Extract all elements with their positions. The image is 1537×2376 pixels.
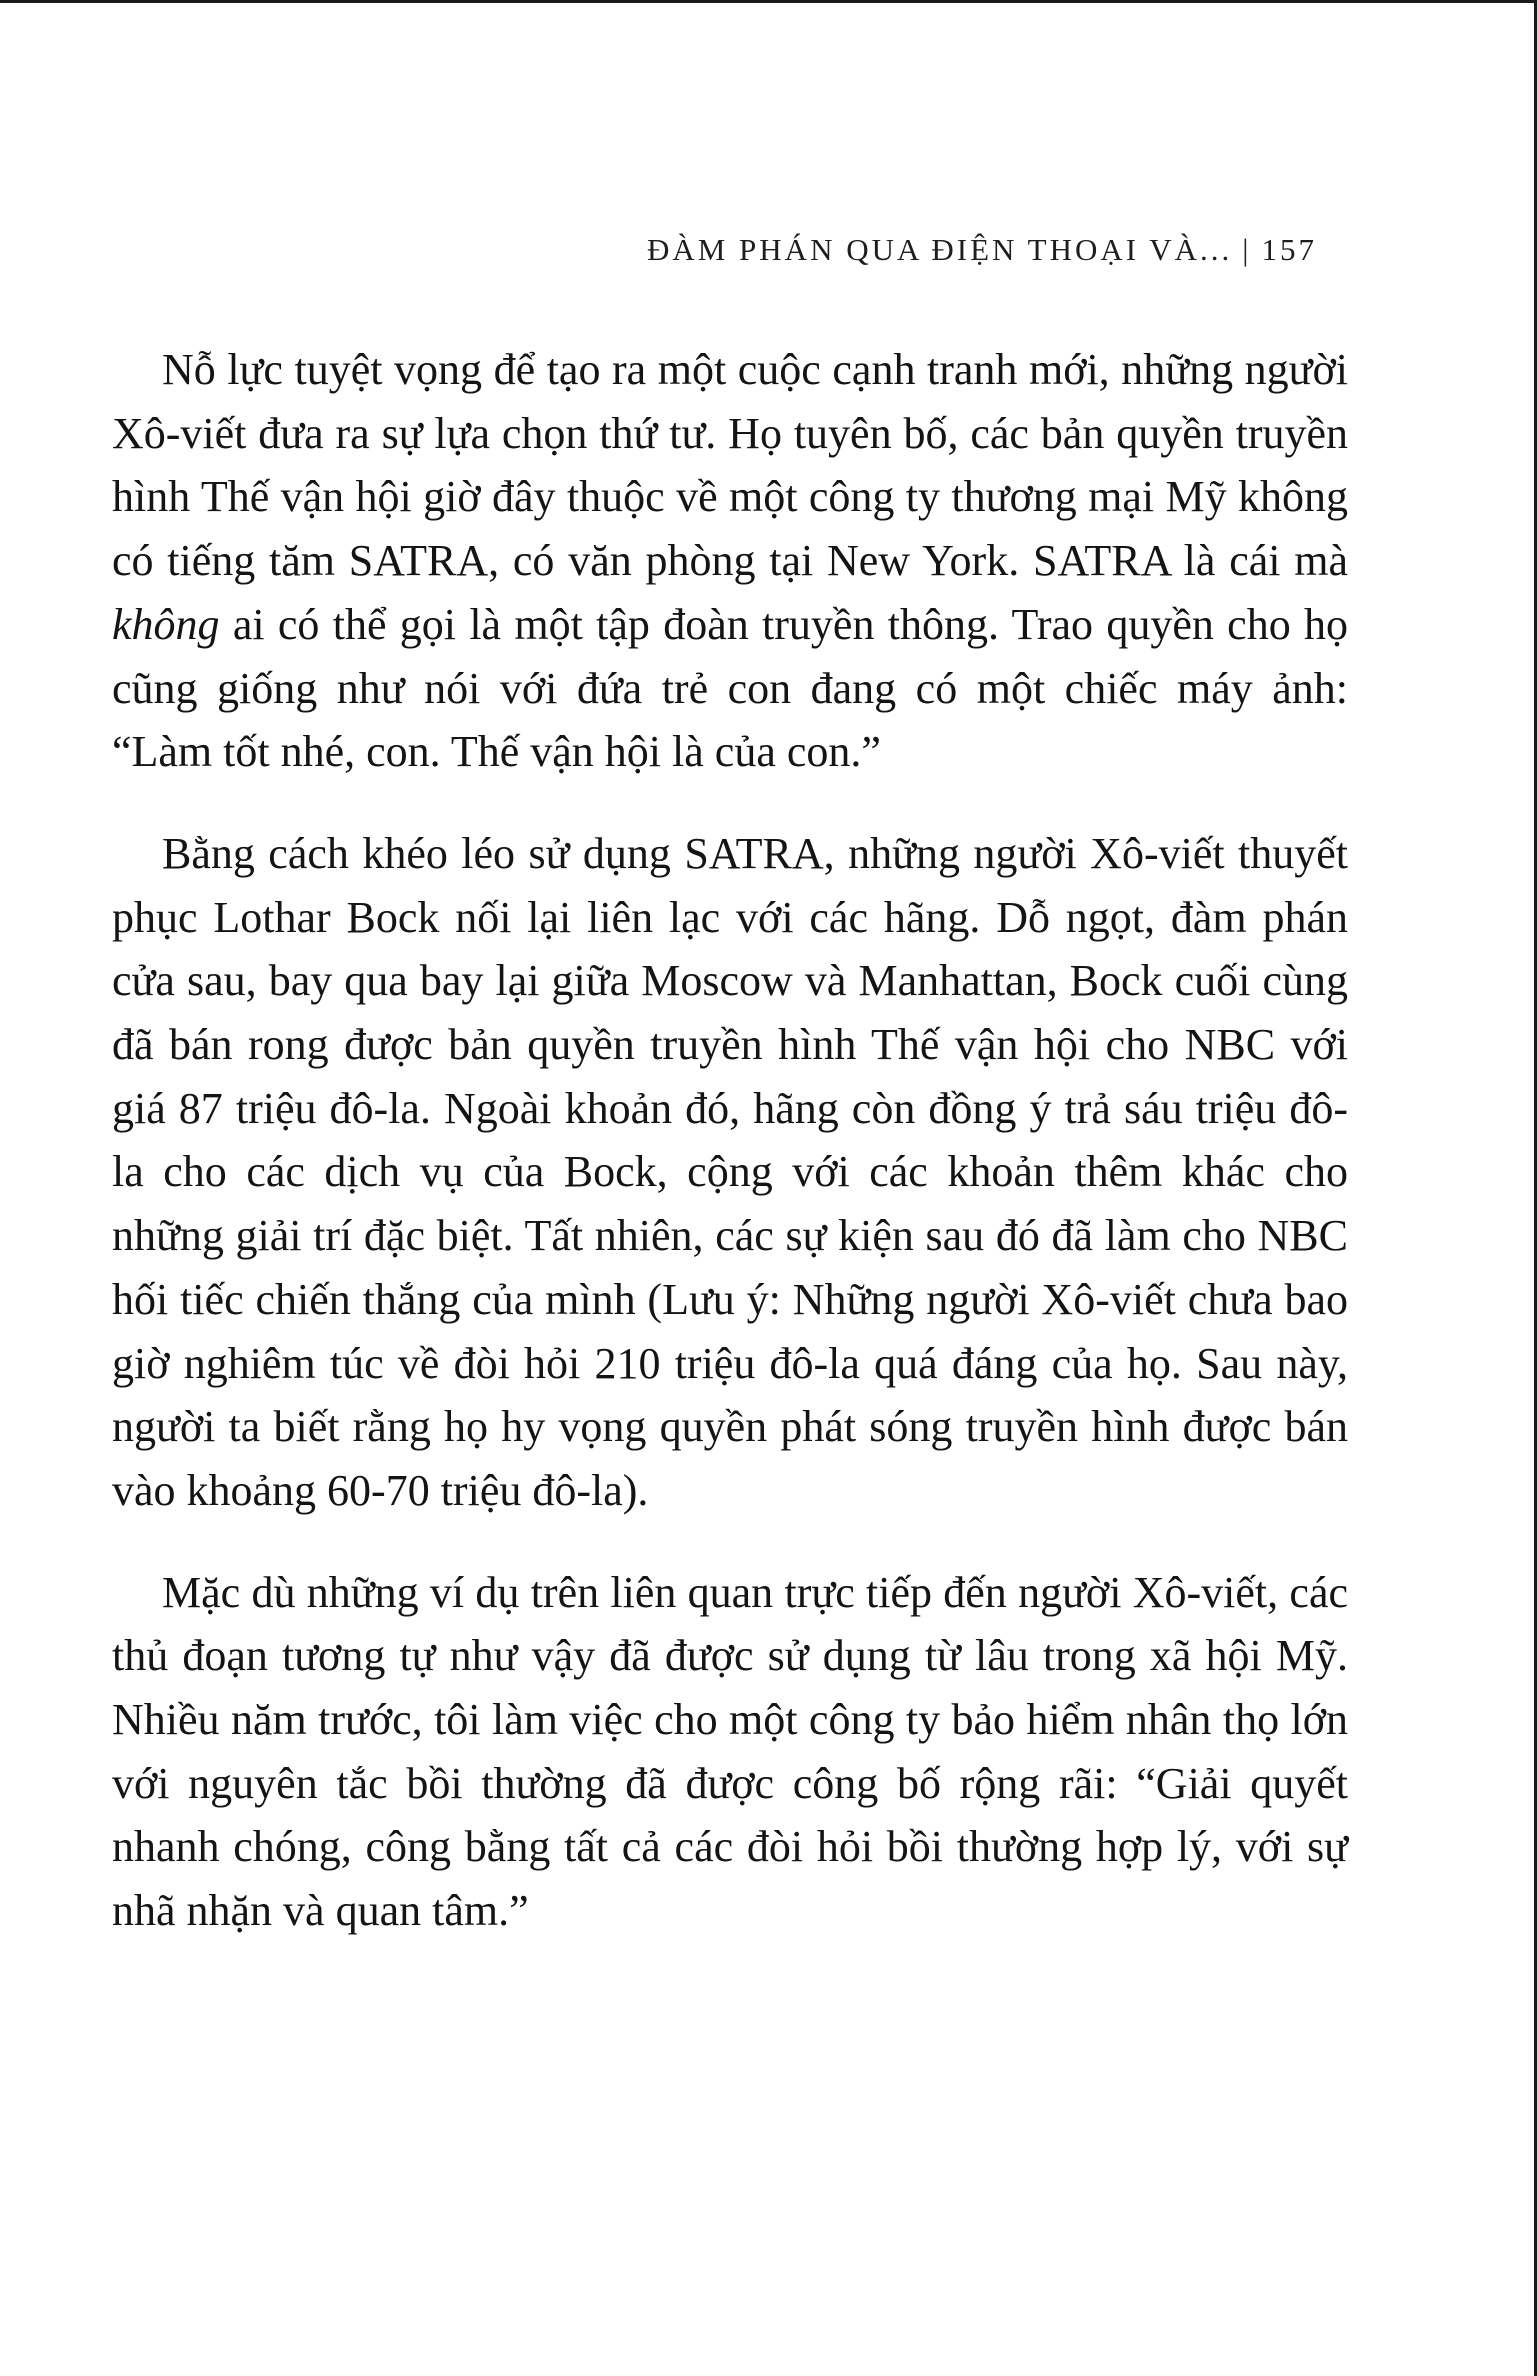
chapter-title: ĐÀM PHÁN QUA ĐIỆN THOẠI VÀ... [646, 232, 1233, 267]
paragraph-2: Bằng cách khéo léo sử dụng SATRA, những người Xô-viết thuyết phục Lothar Bock nối lại liên lạc với các hãng. Dỗ ngọt, đàm phán cửa sau, bay qua bay lại giữa Moscow và Manhattan, Bock cuối cùng đã bán rong được bản quyền truyền hình Thế vận hội cho NBC với giá 87 triệu đô-la. Ngoài khoản đó, hãng còn đồng ý trả sáu triệu đô-la cho các dịch vụ của Bock, cộng với các khoản thêm khác cho những giải trí đặc biệt. Tất nhiên, các sự kiện sau đó đã làm cho NBC hối tiếc chiến thắng của mình (Lưu ý: Những người Xô-viết chưa bao giờ nghiêm túc về đòi hỏi 210 triệu đô-la quá đáng của họ. Sau này, người ta biết rằng họ hy vọng quyền phát sóng truyền hình được bán vào khoảng 60-70 triệu đô-la). [112, 828, 1348, 1515]
emphasized-word: không [112, 599, 220, 649]
paragraph-1 [112, 338, 1348, 784]
header-separator: | [1242, 232, 1252, 267]
page-body [112, 338, 1348, 1943]
page-number: 157 [1261, 232, 1317, 267]
paragraph-1-text-end: ai có thể gọi là một tập đoàn truyền thông. Trao quyền cho họ cũng giống như nói với đứa trẻ con đang có một chiếc máy ảnh: “Làm tốt nhé, con. Thế vận hội là của con.” [112, 599, 1348, 777]
scan-top-edge [0, 0, 1537, 3]
running-header [647, 232, 1317, 268]
paragraph-3: Mặc dù những ví dụ trên liên quan trực tiếp đến người Xô-viết, các thủ đoạn tương tự như vậy đã được sử dụng từ lâu trong xã hội Mỹ. Nhiều năm trước, tôi làm việc cho một công ty bảo hiểm nhân thọ lớn với nguyên tắc bồi thường đã được công bố rộng rãi: “Giải quyết nhanh chóng, công bằng tất cả các đòi hỏi bồi thường hợp lý, với sự nhã nhặn và quan tâm.” [112, 1567, 1348, 1936]
paragraph-1-text-start: Nỗ lực tuyệt vọng để tạo ra một cuộc cạnh tranh mới, những người Xô-viết đưa ra sự lựa chọn thứ tư. Họ tuyên bố, các bản quyền truyền hình Thế vận hội giờ đây thuộc về một công ty thương mại Mỹ không có tiếng tăm SATRA, có văn phòng tại New York. SATRA là cái mà [112, 345, 1348, 586]
